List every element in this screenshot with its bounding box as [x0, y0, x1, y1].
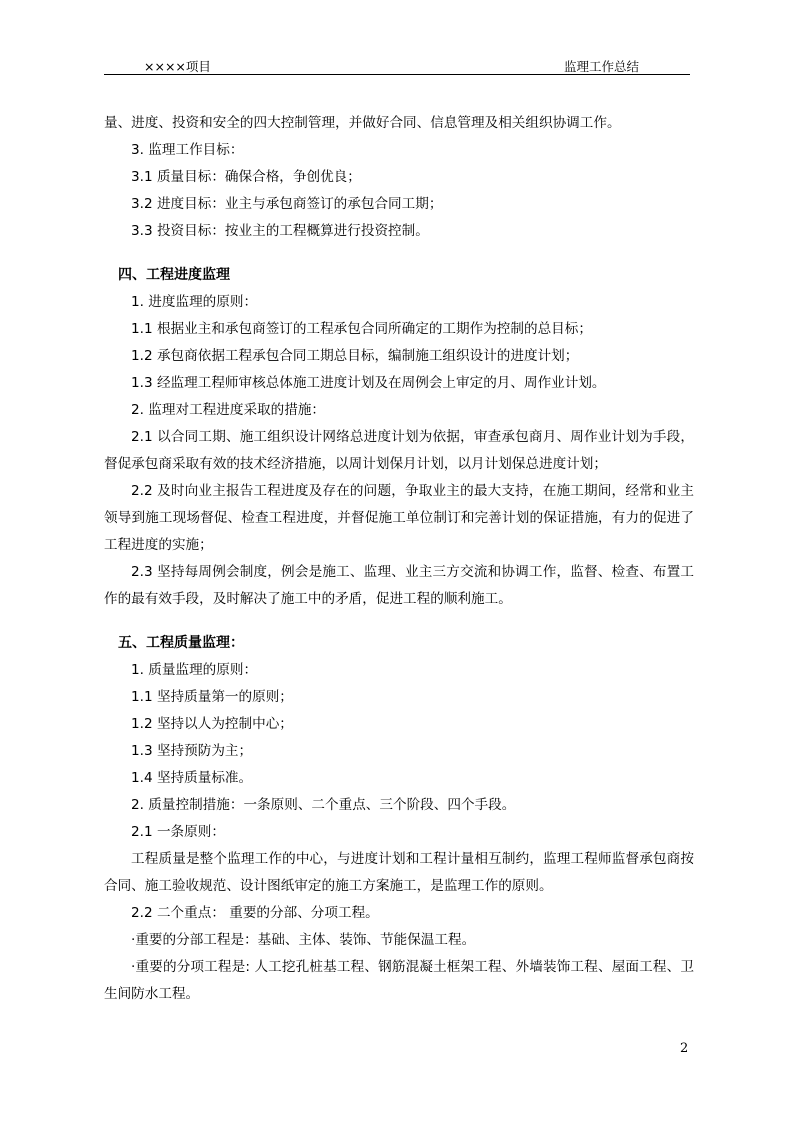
paragraph: ·重要的分项工程是: 人工挖孔桩基工程、钢筋混凝土框架工程、外墙装饰工程、屋面工程、卫生间防水工程。 [104, 959, 694, 1002]
list-item: 2.1 一条原则： [131, 824, 225, 840]
list-item: 1.1 坚持质量第一的原则； [131, 689, 293, 705]
paragraph: 2.2 及时向业主报告工程进度及存在的问题，争取业主的最大支持，在施工期间，经常和业主领导到施工现场督促、检查工程进度，并督促施工单位制订和完善计划的保证措施，有力的促进了工程进度的实施； [104, 483, 694, 553]
paragraph: 2.3 坚持每周例会制度，例会是施工、监理、业主三方交流和协调工作，监督、检查、布置工作的最有效手段，及时解决了施工中的矛盾，促进工程的顺利施工。 [104, 564, 694, 607]
section-heading: 五、工程质量监理： [118, 635, 244, 651]
list-item: 1.4 坚持质量标准。 [131, 770, 253, 786]
section-heading: 四、工程进度监理 [118, 267, 230, 283]
list-item: 1.2 承包商依据工程承包合同工期总目标，编制施工组织设计的进度计划； [131, 348, 579, 364]
header-document-title: 监理工作总结 [564, 59, 640, 74]
list-item: ·重要的分部工程是：基础、主体、装饰、节能保温工程。 [131, 932, 476, 948]
list-item: 1.1 根据业主和承包商签订的工程承包合同所确定的工期作为控制的总目标； [131, 321, 592, 337]
paragraph: 2.1 以合同工期、施工组织设计网络总进度计划为依据，审查承包商月、周作业计划为手段，督促承包商采取有效的技术经济措施，以周计划保月计划，以月计划保总进度计划； [104, 429, 694, 472]
list-item: 2. 质量控制措施：一条原则、二个重点、三个阶段、四个手段。 [131, 797, 516, 813]
paragraph: 工程质量是整个监理工作的中心，与进度计划和工程计量相互制约，监理工程师监督承包商按合同、施工验收规范、设计图纸审定的施工方案施工，是监理工作的原则。 [104, 851, 694, 894]
list-item: 1.2 坚持以人为控制中心； [131, 716, 293, 732]
list-item: 3.3 投资目标：按业主的工程概算进行投资控制。 [131, 223, 429, 239]
header-project-name: ××××项目 [144, 59, 211, 74]
list-item: 2.2 二个重点： 重要的分部、分项工程。 [131, 905, 379, 921]
paragraph-continuation: 量、进度、投资和安全的四大控制管理，并做好合同、信息管理及相关组织协调工作。 [104, 115, 621, 131]
page-number: 2 [680, 1041, 689, 1056]
list-item: 3. 监理工作目标： [131, 142, 244, 158]
document-body [104, 110, 694, 1008]
list-item: 2. 监理对工程进度采取的措施： [131, 402, 326, 418]
list-item: 3.1 质量目标：确保合格，争创优良； [131, 169, 361, 185]
list-item: 1. 质量监理的原则： [131, 662, 258, 678]
list-item: 3.2 进度目标：业主与承包商签订的承包合同工期； [131, 196, 443, 212]
list-item: 1.3 经监理工程师审核总体施工进度计划及在周例会上审定的月、周作业计划。 [131, 375, 606, 391]
list-item: 1. 进度监理的原则： [131, 294, 258, 310]
list-item: 1.3 坚持预防为主； [131, 743, 253, 759]
page-header [104, 54, 690, 75]
